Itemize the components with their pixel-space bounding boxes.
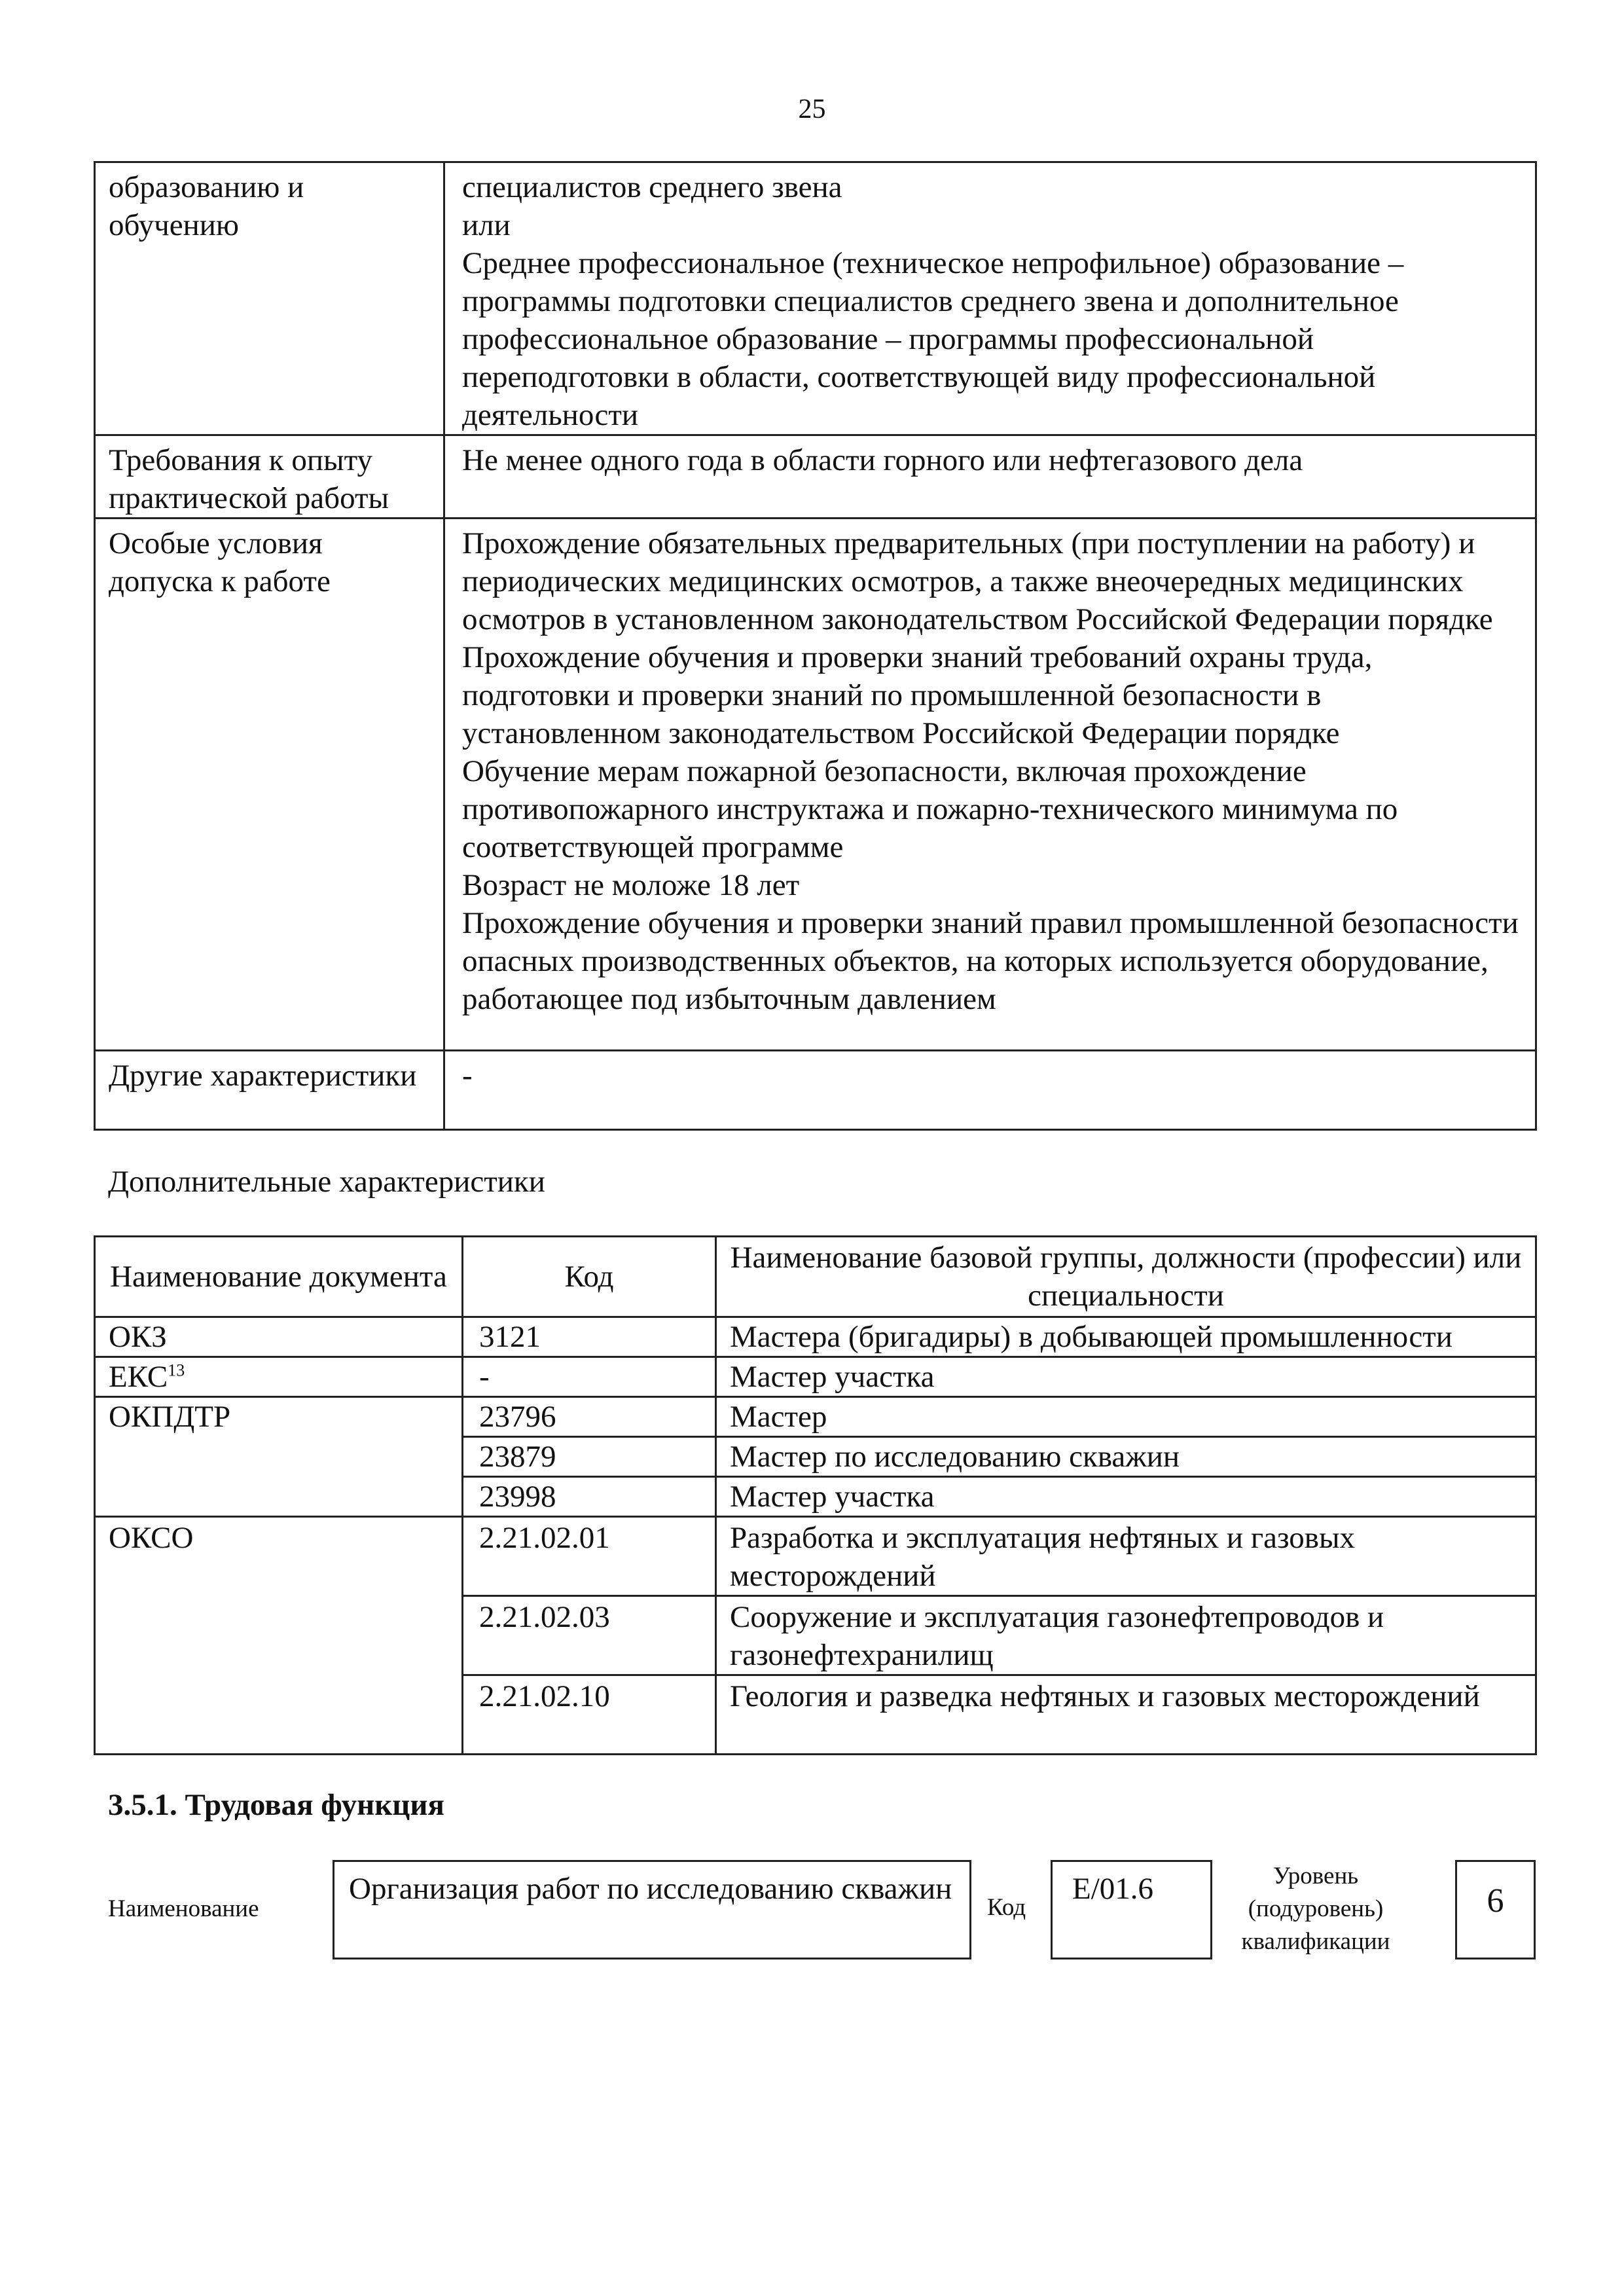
table-row: [95, 435, 1536, 519]
table-row: [95, 1317, 1536, 1357]
doc-cell: ОКПДТР: [95, 1397, 463, 1517]
function-code-box: E/01.6: [1051, 1860, 1212, 1959]
code-cell: 2.21.02.01: [463, 1517, 716, 1596]
text-line: специалистов среднего звена: [462, 170, 842, 204]
row-label: Требования к опыту практической работы: [95, 435, 444, 519]
code-cell: 2.21.02.03: [463, 1596, 716, 1675]
row-value: [444, 162, 1536, 435]
row-value: [444, 435, 1536, 519]
row-label: Другие характеристики: [95, 1051, 444, 1130]
text-line: Прохождение обучения и проверки знаний правил промышленной безопасности опасных производственных объектов, на которых используется оборудование, работающее под избыточным давлением: [462, 906, 1519, 1016]
requirements-table: [94, 161, 1537, 1131]
code-cell: 23796: [463, 1397, 716, 1437]
name-cell: Мастера (бригадиры) в добывающей промышленности: [716, 1317, 1536, 1357]
table-row: [95, 1397, 1536, 1437]
name-cell: Сооружение и эксплуатация газонефтепроводов и газонефтехранилищ: [716, 1596, 1536, 1675]
doc-text: ЕКС: [109, 1360, 168, 1394]
table-row: [95, 1051, 1536, 1130]
name-cell: Мастер: [716, 1397, 1536, 1437]
name-cell: Геология и разведка нефтяных и газовых месторождений: [716, 1675, 1536, 1755]
text-line: Среднее профессиональное (техническое непрофильное) образование – программы подготовки специалистов среднего звена и дополнительное профессиональное образование – программы профессиональной переподготовки в области, соответствующей виду профессиональной деятельности: [462, 246, 1404, 432]
table-row: [95, 1517, 1536, 1596]
column-header: Код: [463, 1237, 716, 1317]
row-label: образованию и обучению: [95, 162, 444, 435]
level-value-box: 6: [1455, 1860, 1536, 1959]
level-label: [1240, 1860, 1391, 1958]
footnote-ref: 13: [168, 1360, 185, 1380]
code-label: Код: [987, 1894, 1026, 1921]
page-number: 25: [798, 94, 826, 124]
section-heading: 3.5.1. Трудовая функция: [108, 1788, 444, 1822]
text-line: Не менее одного года в области горного или нефтегазового дела: [462, 443, 1303, 477]
level-label-line: (подуровень): [1248, 1895, 1384, 1922]
code-cell: -: [463, 1357, 716, 1397]
level-label-line: Уровень: [1272, 1863, 1359, 1889]
labor-function-row: [0, 1857, 1624, 1962]
code-cell: 3121: [463, 1317, 716, 1357]
code-cell: 2.21.02.10: [463, 1675, 716, 1755]
table-row: [95, 519, 1536, 1051]
text-line: Прохождение обязательных предварительных (при поступлении на работу) и периодических медицинских осмотров, а также внеочередных медицинских осмотров в установленном законодательством Российской Федерации порядке: [462, 526, 1493, 636]
column-header: Наименование базовой группы, должности (профессии) или специальности: [716, 1237, 1536, 1317]
doc-cell: [95, 1357, 463, 1397]
text-line: или: [462, 208, 511, 242]
level-label-line: квалификации: [1241, 1928, 1390, 1955]
code-cell: 23998: [463, 1477, 716, 1517]
table-row: [95, 1357, 1536, 1397]
additional-table: [94, 1235, 1537, 1755]
table-header-row: [95, 1237, 1536, 1317]
name-cell: Мастер участка: [716, 1357, 1536, 1397]
text-line: -: [462, 1059, 473, 1093]
additional-heading: Дополнительные характеристики: [108, 1165, 545, 1199]
row-value: [444, 1051, 1536, 1130]
text-line: Обучение мерам пожарной безопасности, включая прохождение противопожарного инструктажа и пожарно-технического минимума по соответствующей программе: [462, 754, 1398, 864]
text-line: Прохождение обучения и проверки знаний требований охраны труда, подготовки и проверки знаний по промышленной безопасности в установленном законодательством Российской Федерации порядке: [462, 640, 1373, 750]
doc-cell: ОКСО: [95, 1517, 463, 1755]
name-cell: Мастер по исследованию скважин: [716, 1437, 1536, 1477]
row-value: [444, 519, 1536, 1051]
code-cell: 23879: [463, 1437, 716, 1477]
table-row: [95, 162, 1536, 435]
name-label: Наименование: [108, 1895, 259, 1922]
function-name-box: Организация работ по исследованию скважин: [333, 1860, 971, 1959]
column-header: Наименование документа: [95, 1237, 463, 1317]
name-cell: Мастер участка: [716, 1477, 1536, 1517]
row-label: Особые условия допуска к работе: [95, 519, 444, 1051]
name-cell: Разработка и эксплуатация нефтяных и газовых месторождений: [716, 1517, 1536, 1596]
text-line: Возраст не моложе 18 лет: [462, 868, 800, 902]
doc-cell: ОКЗ: [95, 1317, 463, 1357]
